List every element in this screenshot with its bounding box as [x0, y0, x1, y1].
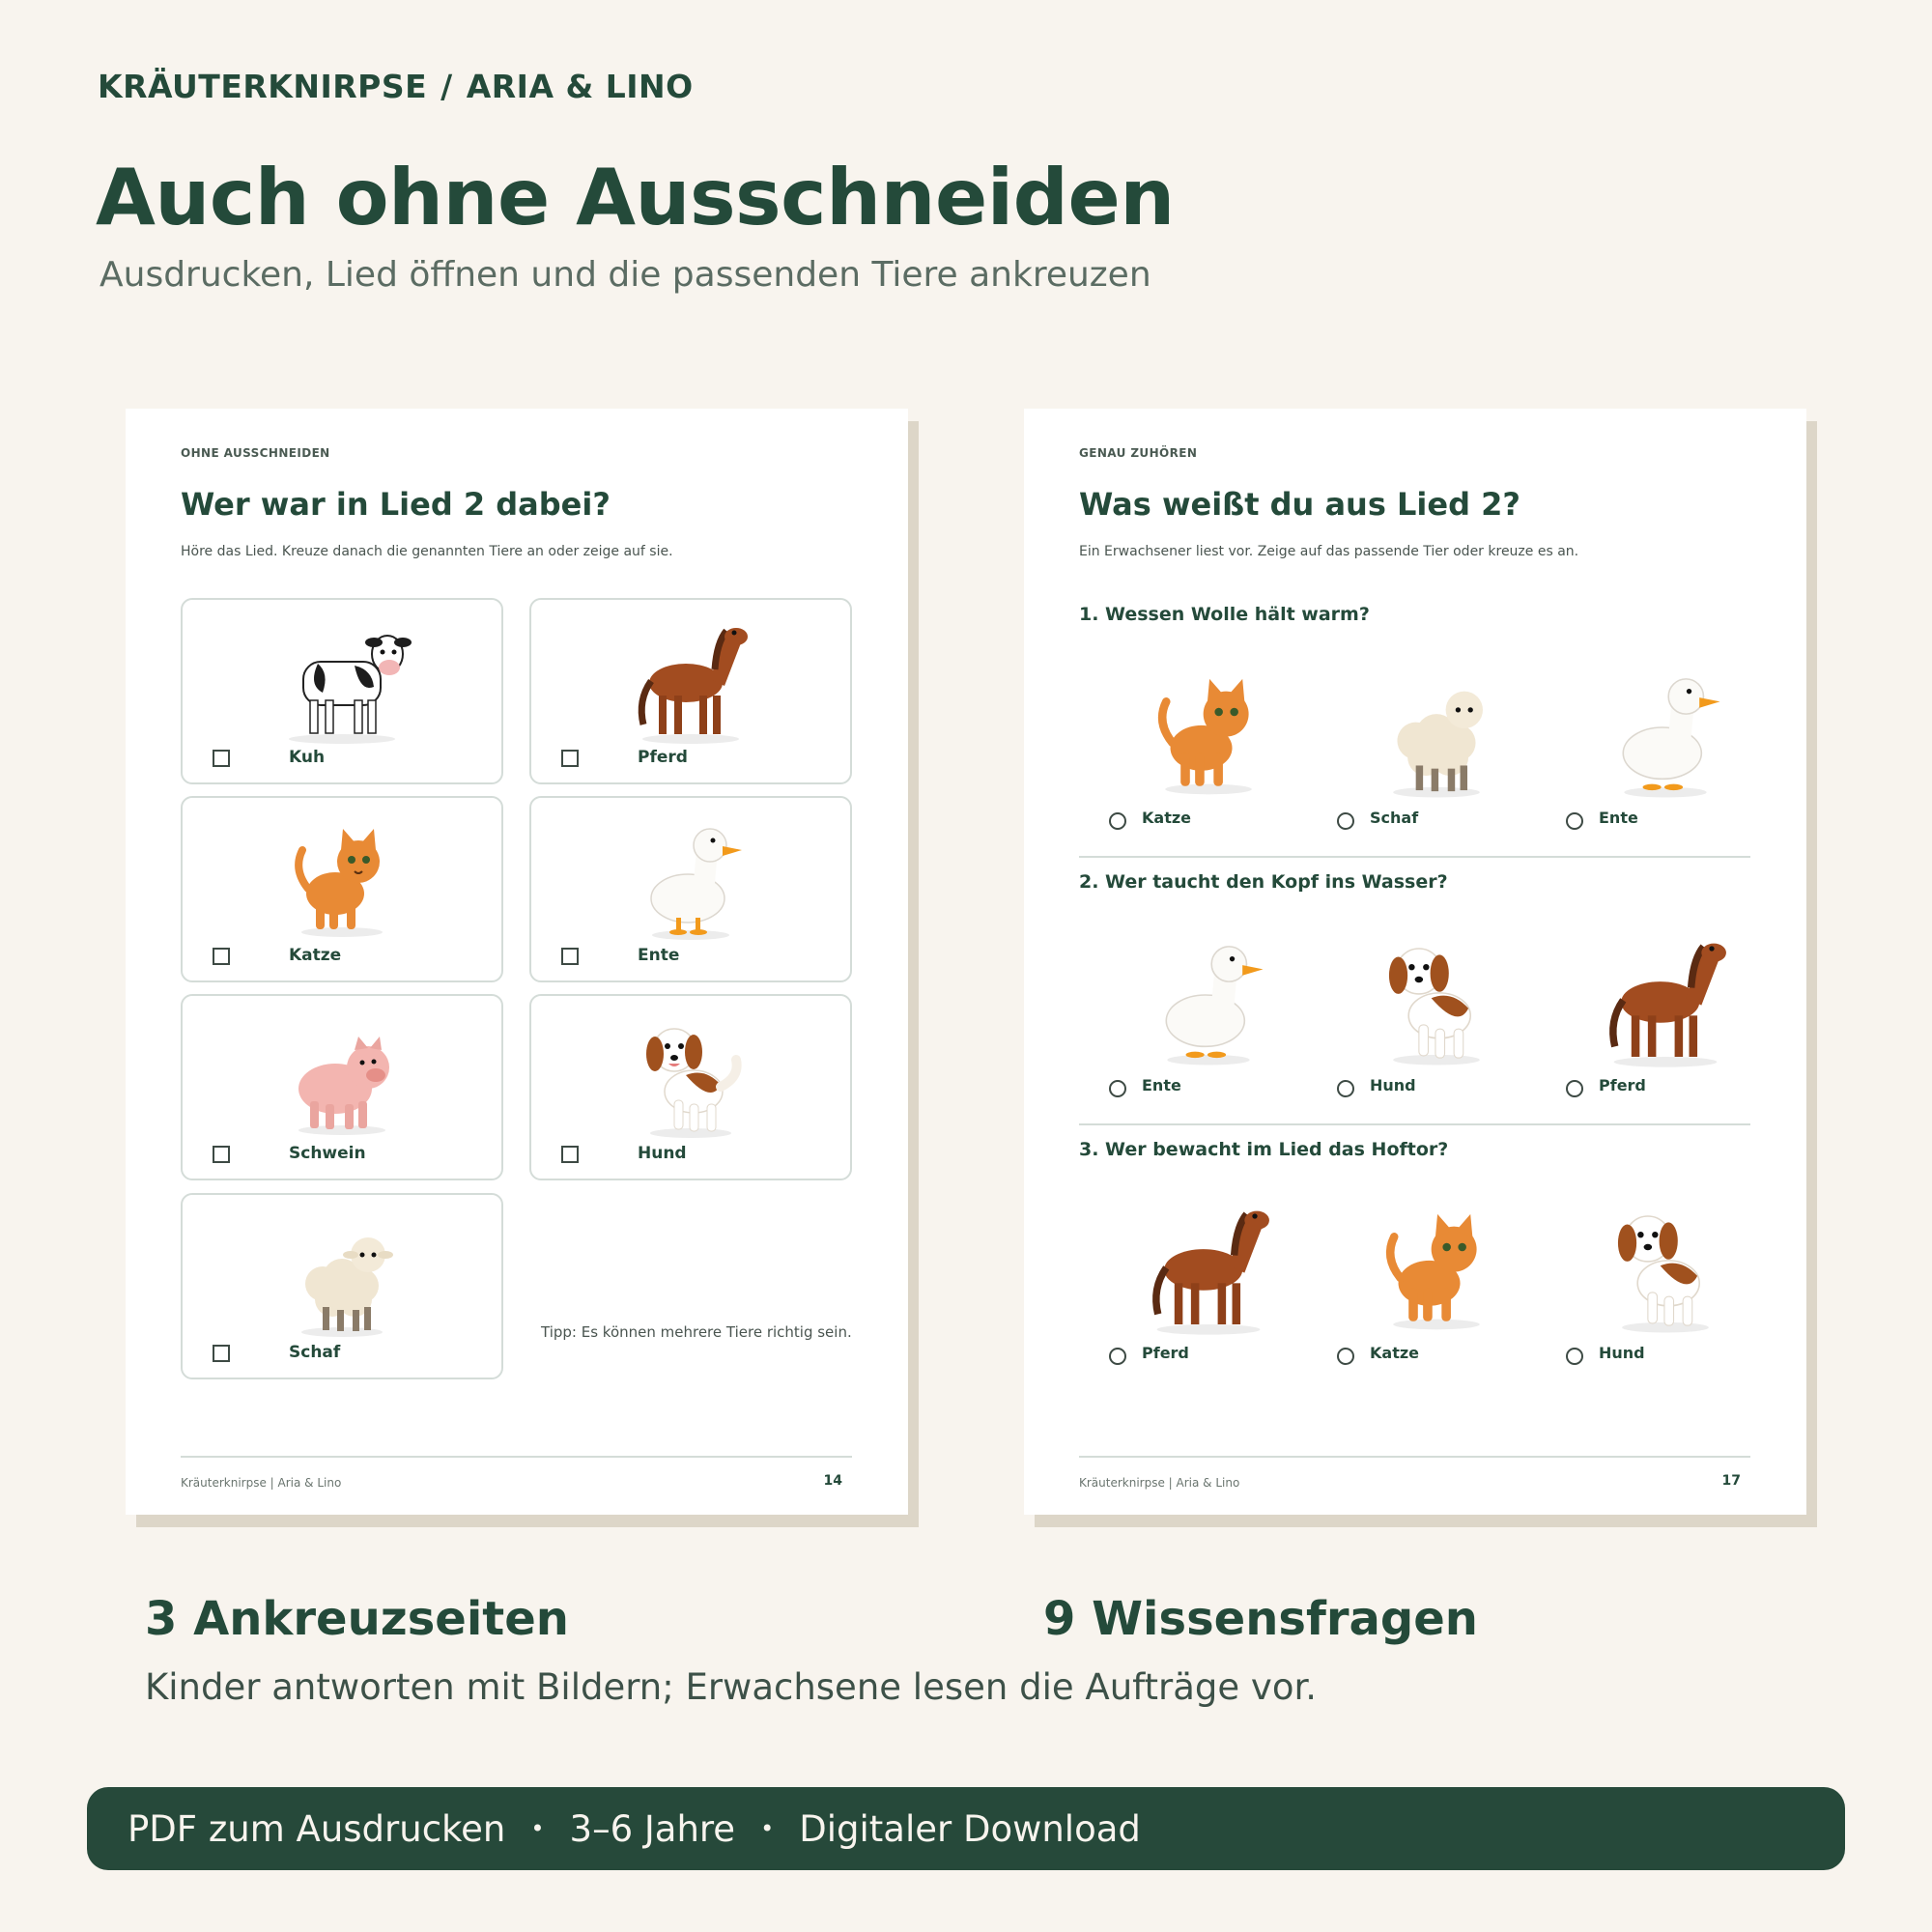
sheet-title: Wer war in Lied 2 dabei? — [181, 486, 611, 523]
animal-label: Katze — [289, 946, 342, 965]
answer-option — [1107, 650, 1300, 843]
radio-button[interactable] — [1109, 812, 1126, 830]
answer-option — [1107, 1185, 1300, 1378]
tip-text: Tipp: Es können mehrere Tiere richtig sein. — [541, 1323, 852, 1341]
animal-label: Hund — [638, 1144, 687, 1163]
cat-icon — [1126, 650, 1291, 805]
footer-divider — [1079, 1456, 1750, 1458]
worksheet-preview-right — [1024, 409, 1806, 1515]
answer-label: Hund — [1599, 1344, 1645, 1362]
animal-card-kuh — [181, 598, 503, 784]
radio-button[interactable] — [1566, 1080, 1583, 1097]
animal-card-pferd — [529, 598, 852, 784]
answer-option — [1335, 1185, 1528, 1378]
sheet-footer: Kräuterknirpse | Aria & Lino — [181, 1476, 342, 1490]
answer-option — [1335, 918, 1528, 1111]
answer-label: Ente — [1142, 1076, 1181, 1094]
answer-label: Ente — [1599, 809, 1638, 827]
bullet-separator: • — [530, 1815, 545, 1842]
radio-button[interactable] — [1566, 812, 1583, 830]
question-1: 1. Wessen Wolle hält warm? — [1079, 604, 1370, 625]
cow-icon — [270, 604, 414, 749]
dog-icon — [1354, 918, 1519, 1072]
feature-banner — [87, 1787, 1845, 1870]
animal-label: Pferd — [638, 748, 688, 767]
horse-icon — [618, 604, 763, 749]
animal-label: Schwein — [289, 1144, 366, 1163]
cat-icon — [1354, 1185, 1519, 1340]
answer-option — [1564, 650, 1757, 843]
animal-label: Schaf — [289, 1343, 341, 1362]
brand-line — [98, 68, 694, 105]
animal-card-schwein — [181, 994, 503, 1180]
answer-label: Pferd — [1599, 1076, 1646, 1094]
duck-icon — [618, 802, 763, 947]
duck-icon — [1583, 650, 1747, 805]
answer-label: Pferd — [1142, 1344, 1189, 1362]
duck-icon — [1126, 918, 1291, 1072]
animal-card-hund — [529, 994, 852, 1180]
page-number: 17 — [1721, 1473, 1741, 1489]
sheep-icon — [1354, 650, 1519, 805]
brand-name: KRÄUTERKNIRPSE — [98, 68, 428, 105]
question-2: 2. Wer taucht den Kopf ins Wasser? — [1079, 871, 1448, 893]
radio-button[interactable] — [1337, 1080, 1354, 1097]
radio-button[interactable] — [1337, 1348, 1354, 1365]
sheet-instructions: Ein Erwachsener liest vor. Zeige auf das passende Tier oder kreuze es an. — [1079, 544, 1579, 559]
answer-option — [1107, 918, 1300, 1111]
sheep-icon — [270, 1199, 414, 1344]
answer-label: Katze — [1370, 1344, 1420, 1362]
cat-icon — [270, 802, 414, 947]
checkbox[interactable] — [213, 750, 230, 767]
banner-item-age: 3–6 Jahre — [569, 1807, 736, 1850]
animal-label: Kuh — [289, 748, 326, 767]
radio-button[interactable] — [1566, 1348, 1583, 1365]
dog-icon — [1583, 1185, 1747, 1340]
dog-icon — [618, 1000, 763, 1145]
banner-item-download: Digitaler Download — [799, 1807, 1141, 1850]
answer-option — [1335, 650, 1528, 843]
sheet-instructions: Höre das Lied. Kreuze danach die genannten Tiere an oder zeige auf sie. — [181, 544, 673, 559]
page-title: Auch ohne Ausschneiden — [96, 153, 1175, 242]
radio-button[interactable] — [1337, 812, 1354, 830]
brand-separator: / — [440, 68, 453, 105]
footer-divider — [181, 1456, 852, 1458]
sheet-kicker: GENAU ZUHÖREN — [1079, 446, 1198, 460]
worksheet-preview-left — [126, 409, 908, 1515]
checkbox[interactable] — [561, 1146, 579, 1163]
question-divider — [1079, 856, 1750, 858]
checkbox[interactable] — [213, 948, 230, 965]
horse-icon — [1583, 918, 1747, 1072]
question-3: 3. Wer bewacht im Lied das Hoftor? — [1079, 1139, 1449, 1160]
answer-label: Katze — [1142, 809, 1192, 827]
animal-card-schaf — [181, 1193, 503, 1379]
series-name: ARIA & LINO — [466, 68, 694, 105]
answer-option — [1564, 918, 1757, 1111]
banner-item-pdf: PDF zum Ausdrucken — [128, 1807, 506, 1850]
page-subtitle: Ausdrucken, Lied öffnen und die passenden Tiere ankreuzen — [99, 255, 1151, 295]
radio-button[interactable] — [1109, 1348, 1126, 1365]
sheet-title: Was weißt du aus Lied 2? — [1079, 486, 1520, 523]
pig-icon — [270, 1000, 414, 1145]
answer-label: Schaf — [1370, 809, 1419, 827]
animal-card-katze — [181, 796, 503, 982]
radio-button[interactable] — [1109, 1080, 1126, 1097]
animal-card-ente — [529, 796, 852, 982]
checkbox[interactable] — [213, 1146, 230, 1163]
stat-wissensfragen: 9 Wissensfragen — [1043, 1592, 1478, 1646]
checkbox[interactable] — [561, 750, 579, 767]
checkbox[interactable] — [561, 948, 579, 965]
sheet-kicker: OHNE AUSSCHNEIDEN — [181, 446, 330, 460]
stat-ankreuzseiten: 3 Ankreuzseiten — [145, 1592, 569, 1646]
checkbox[interactable] — [213, 1345, 230, 1362]
answer-label: Hund — [1370, 1076, 1416, 1094]
question-divider — [1079, 1123, 1750, 1125]
sheet-footer: Kräuterknirpse | Aria & Lino — [1079, 1476, 1240, 1490]
horse-icon — [1126, 1185, 1291, 1340]
stat-description: Kinder antworten mit Bildern; Erwachsene lesen die Aufträge vor. — [145, 1666, 1318, 1708]
answer-option — [1564, 1185, 1757, 1378]
page-number: 14 — [823, 1473, 842, 1489]
animal-label: Ente — [638, 946, 680, 965]
bullet-separator: • — [760, 1815, 775, 1842]
